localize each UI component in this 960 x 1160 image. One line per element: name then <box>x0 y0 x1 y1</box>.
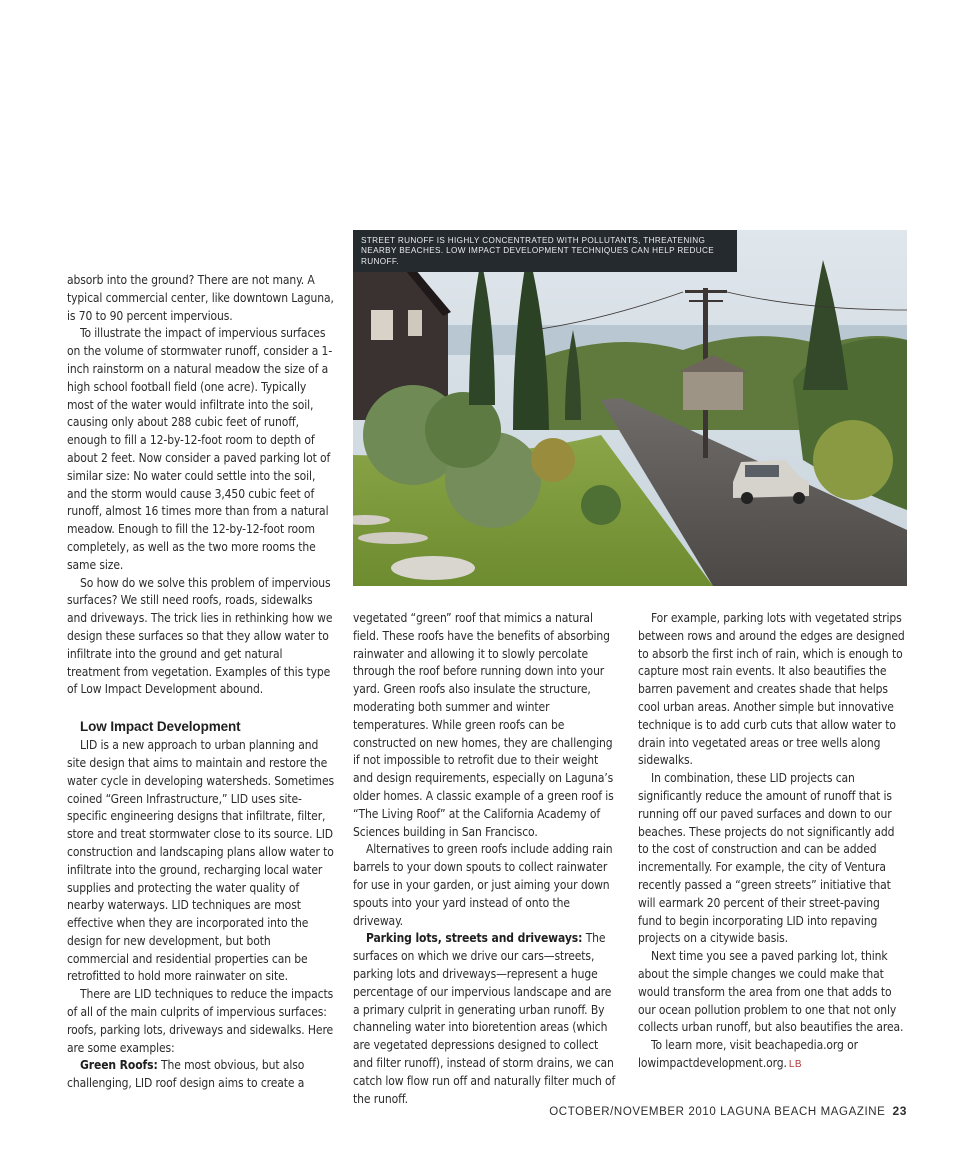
paragraph: To illustrate the impact of impervious surfaces on the volume of stormwater runoff, consider a 1-inch rainstorm on a natural meadow the size of a high school football field (one acre). Typically most of the water would infiltrate into the soil, causing only about 288 cubic feet of runoff, enough to fill a 12-by-12-foot room to depth of about 2 feet. Now consider a paved parking lot of similar size: No water could settle into the soil, and the storm would cause 3,450 cubic feet of runoff, almost 16 times more than from a natural meadow. Enough to fill the 12-by-12-foot room completely, as well as the two more rooms the same size. <box>67 326 333 572</box>
green-roofs-lead: Green Roofs: <box>80 1058 158 1073</box>
issue-title: OCTOBER/NOVEMBER 2010 LAGUNA BEACH MAGAZINE <box>549 1106 886 1118</box>
parking-lots-lead: Parking lots, streets and driveways: <box>366 931 583 946</box>
article-column-2 <box>353 610 621 1108</box>
paragraph: For example, parking lots with vegetated strips between rows and around the edges are designed to absorb the first inch of rain, which is enough to capture most rain events. It also beautifies the barren pavement and creates shade that helps cool urban areas. Another simple but innovative technique is to add curb cuts that allow water to drain into vegetated areas or tree wells along sidewalks. <box>638 611 905 768</box>
paragraph: There are LID techniques to reduce the impacts of all of the main culprits of impervious surfaces: roofs, parking lots, driveways and sidewalks. Here are some examples: <box>67 987 334 1055</box>
paragraph: In combination, these LID projects can significantly reduce the amount of runoff that is running off our paved surfaces and down to our beaches. These projects do not significantly add to the cost of construction and can be added incrementally. For example, the city of Ventura recently passed a “green streets” initiative that will earmark 20 percent of their street-paving fund to begin incorporating LID into repaving projects on a citywide basis. <box>638 771 895 946</box>
paragraph: Alternatives to green roofs include adding rain barrels to your down spouts to collect rainwater for use in your garden, or just aiming your down spouts into your yard instead of onto the driveway. <box>353 842 613 928</box>
photo-caption: STREET RUNOFF IS HIGHLY CONCENTRATED WITH POLLUTANTS, THREATENING NEARBY BEACHES. LOW IMPACT DEVELOPMENT TECHNIQUES CAN HELP REDUCE RUNOFF. <box>353 230 737 272</box>
green-roofs-text: The most obvious, but also challenging, LID roof design aims to create a <box>67 1058 305 1091</box>
learn-more-text: To learn more, visit beachapedia.org or lowimpactdevelopment.org. <box>638 1038 858 1070</box>
author-signoff: LB <box>788 1058 803 1070</box>
paragraph: vegetated “green” roof that mimics a natural field. These roofs have the benefits of absorbing rainwater and allowing it to slowly percolate through the roof before running down into your yard. Green roofs also insulate the structure, moderating both summer and winter temperatures. While green roofs can be constructed on new homes, they are challenging if not impossible to retrofit due to their weight and design requirements, especially on Laguna’s older homes. A classic example of a green roof is “The Living Roof” at the California Academy of Sciences building in San Francisco. <box>353 611 614 839</box>
street-runoff-photo <box>353 230 907 586</box>
paragraph <box>353 930 621 1108</box>
paragraph <box>638 1037 906 1074</box>
article-column-1 <box>67 272 335 1093</box>
paragraph: LID is a new approach to urban planning and site design that aims to maintain and restore the water cycle in developing watersheds. Sometimes coined “Green Infrastructure,” LID uses site-specific engineering designs that infiltrate, filter, store and treat stormwater close to its source. LID construction and landscaping plans allow water to infiltrate into the ground, recharging local water supplies and protecting the water quality of nearby waterways. LID techniques are most effective when they are incorporated into the design for new development, but both commercial and residential properties can be retrofitted to hold more rainwater on site. <box>67 738 335 984</box>
paragraph <box>67 1057 335 1093</box>
paragraph: absorb into the ground? There are not many. A typical commercial center, like downtown Laguna, is 70 to 90 percent impervious. <box>67 273 334 323</box>
article-column-3 <box>638 610 906 1074</box>
parking-lots-text: The surfaces on which we drive our cars—streets, parking lots and driveways—represent a huge percentage of our impervious landscape and are a primary culprit in generating urban runoff. By channeling water into bioretention areas (which are vegetated depressions designed to collect and filter runoff), instead of storm drains, we can catch low flow run off and naturally filter much of the runoff. <box>353 931 616 1106</box>
paragraph: Next time you see a paved parking lot, think about the simple changes we could make that would transform the area from one that adds to our ocean pollution problem to one that not only collects urban runoff, but also beautifies the area. <box>638 949 904 1035</box>
section-heading: Low Impact Development <box>80 719 241 735</box>
page-footer <box>549 1104 907 1118</box>
paragraph: So how do we solve this problem of impervious surfaces? We still need roofs, roads, sidewalks and driveways. The trick lies in rethinking how we design these surfaces so that they allow water to infiltrate into the ground and get natural treatment from vegetation. Examples of this type of Low Impact Development abound. <box>67 575 333 697</box>
page-number: 23 <box>892 1104 907 1118</box>
